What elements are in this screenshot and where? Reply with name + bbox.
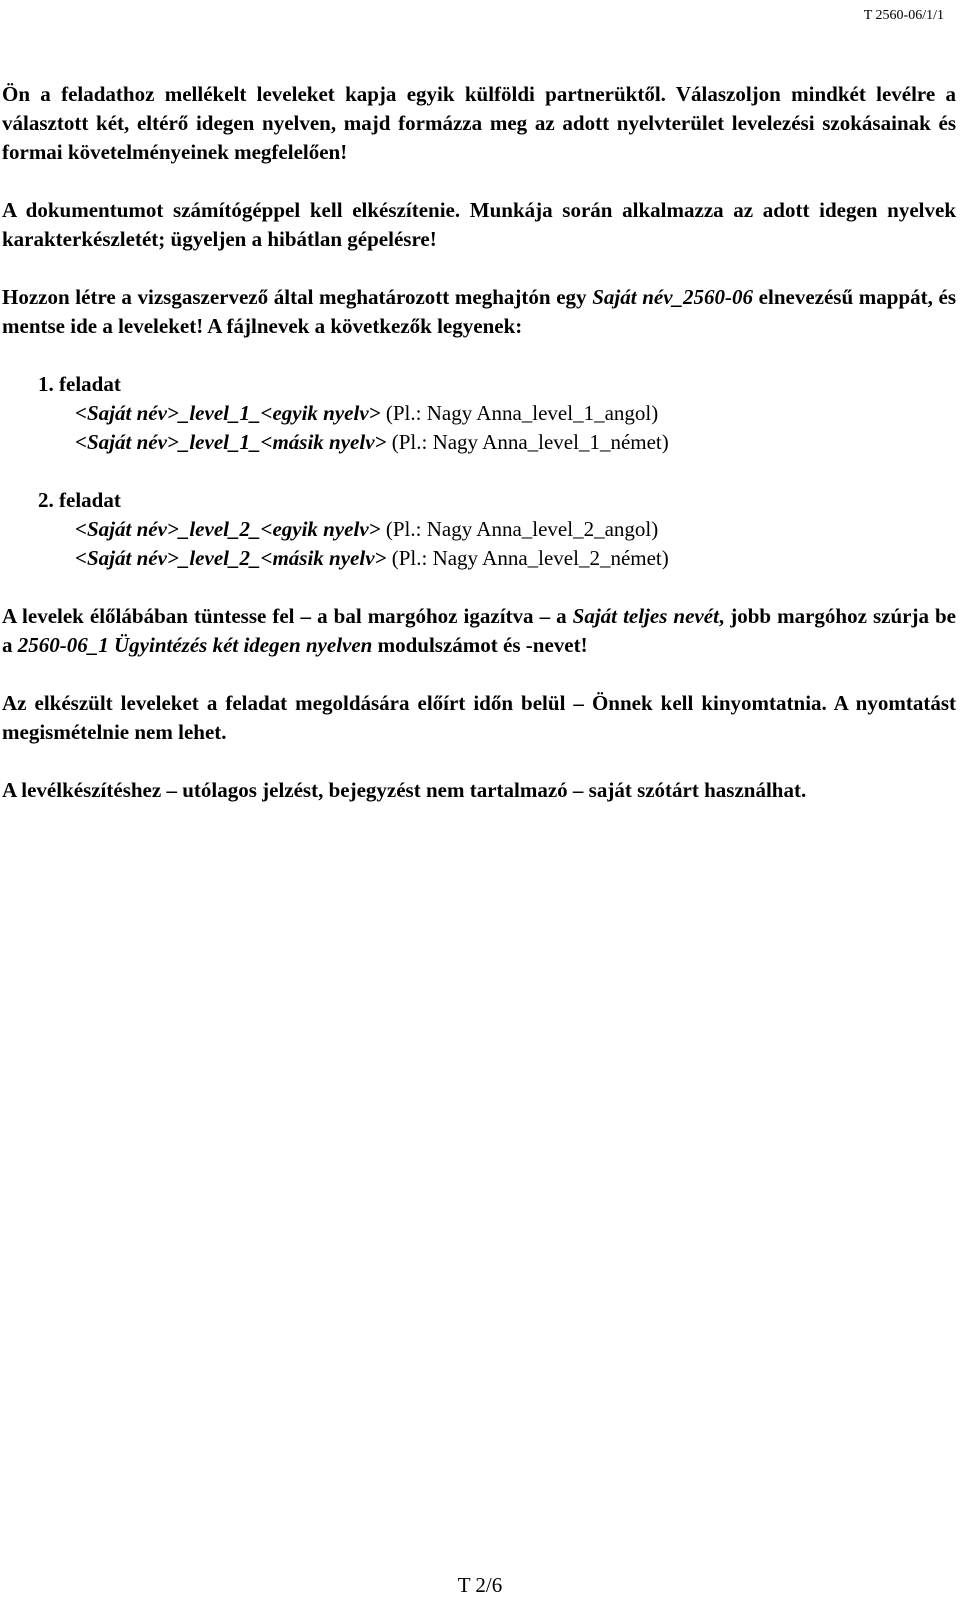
footer-text-3: modulszámot és -nevet! (372, 633, 588, 657)
task-1 (38, 370, 956, 457)
print-paragraph: Az elkészült leveleket a feladat megoldására előírt időn belül – Önnek kell kinyomtatnia. A nyomtatást megismételnie nem lehet. (2, 691, 956, 744)
document-body (2, 80, 956, 805)
folder-text-start: Hozzon létre a vizsgaszervező által meghatározott meghajtón egy (2, 285, 593, 309)
task-1-file-2 (38, 428, 956, 457)
file-name-pattern: <Saját név>_level_2_<másik nyelv> (75, 546, 387, 570)
task-2-file-2 (38, 544, 956, 573)
intro-paragraph: Ön a feladathoz mellékelt leveleket kapja egyik külföldi partnerüktől. Válaszoljon mindkét levélre a választott két, eltérő idegen nyelven, majd formázza meg az adott nyelvterület levelezési szokásainak és formai követelményeinek megfelelően! (2, 82, 956, 164)
task-2 (38, 486, 956, 573)
task-1-title: 1. feladat (38, 372, 121, 396)
footer-text-2: , jobb margóhoz szúrja be a (2, 604, 956, 657)
file-name-example: (Pl.: Nagy Anna_level_1_német) (386, 430, 669, 454)
folder-text-end: elnevezésű mappát, és mentse ide a leveleket! A fájlnevek a következők legyenek: (2, 285, 957, 338)
file-name-example: (Pl.: Nagy Anna_level_2_angol) (380, 517, 659, 541)
task-2-title: 2. feladat (38, 488, 121, 512)
page-number: T 2/6 (457, 1573, 503, 1597)
file-name-pattern: <Saját név>_level_2_<egyik nyelv> (75, 517, 381, 541)
folder-name: Saját név_2560-06 (592, 285, 754, 309)
file-name-example: (Pl.: Nagy Anna_level_2_német) (386, 546, 669, 570)
document-code: T 2560-06/1/1 (863, 8, 944, 23)
file-name-pattern: <Saját név>_level_1_<egyik nyelv> (75, 401, 381, 425)
task-1-file-1 (38, 399, 956, 428)
module-name: 2560-06_1 Ügyintézés két idegen nyelven (17, 633, 373, 657)
full-name-placeholder: Saját teljes nevét (572, 604, 719, 628)
footer-instruction-paragraph (2, 602, 956, 660)
computer-paragraph: A dokumentumot számítógéppel kell elkészítenie. Munkája során alkalmazza az adott idegen nyelvek karakterkészletét; ügyeljen a hibátlan gépelésre! (2, 198, 956, 251)
dictionary-paragraph: A levélkészítéshez – utólagos jelzést, bejegyzést nem tartalmazó – saját szótárt használhat. (2, 778, 807, 802)
file-name-pattern: <Saját név>_level_1_<másik nyelv> (75, 430, 387, 454)
footer-text-1: A levelek élőlábában tüntesse fel – a bal margóhoz igazítva – a (2, 604, 573, 628)
folder-paragraph (2, 283, 956, 341)
file-name-example: (Pl.: Nagy Anna_level_1_angol) (380, 401, 659, 425)
task-2-file-1 (38, 515, 956, 544)
